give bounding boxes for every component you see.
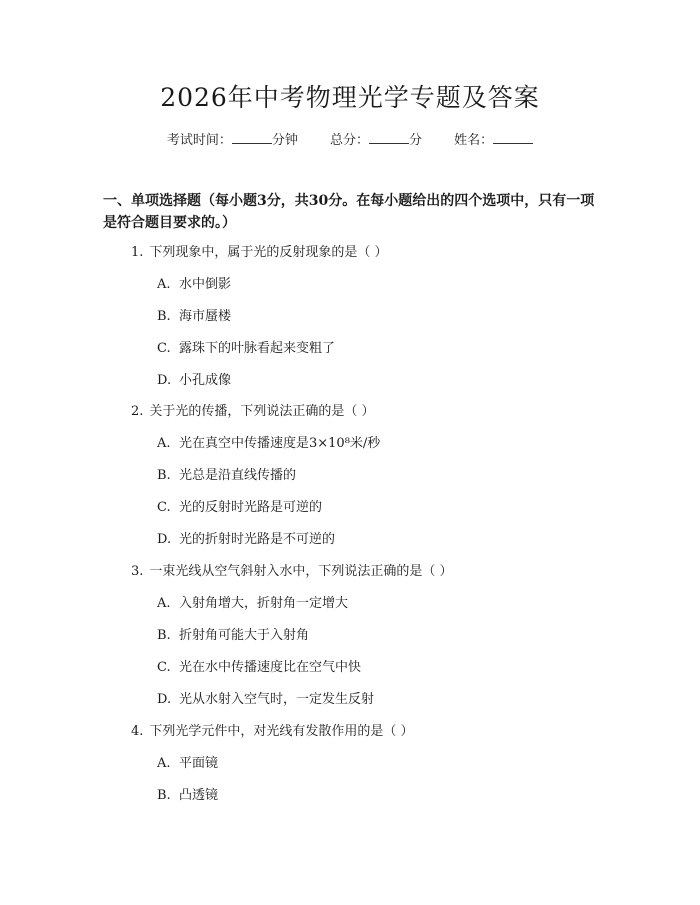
question-3-option-b <box>157 627 309 645</box>
option-text: 小孔成像 <box>179 373 232 388</box>
score-label: 总分： <box>329 133 369 148</box>
question-3-option-c <box>157 659 361 677</box>
option-text: 凸透镜 <box>179 788 219 803</box>
question-3-option-d <box>157 691 374 709</box>
section-heading: 一、单项选择题（每小题3分，共30分。在每小题给出的四个选项中，只有一项是符合题目要求的。） <box>103 193 595 231</box>
question-1-option-d <box>157 372 231 390</box>
question-4-option-b <box>157 787 218 805</box>
question-4-option-a <box>157 755 218 773</box>
option-label: C. <box>157 660 171 675</box>
option-label: B. <box>157 468 171 483</box>
score-blank <box>369 131 409 144</box>
question-1 <box>131 244 388 262</box>
question-4 <box>131 723 414 741</box>
option-label: B. <box>157 309 171 324</box>
question-text: 关于光的传播，下列说法正确的是（ ） <box>149 404 375 419</box>
question-number: 3. <box>131 564 144 579</box>
student-name-field <box>454 133 533 148</box>
question-2-option-d <box>157 531 335 549</box>
option-text: 入射角增大，折射角一定增大 <box>179 596 349 611</box>
question-3-option-a <box>157 595 348 613</box>
question-number: 1. <box>131 245 144 260</box>
option-text: 光在水中传播速度比在空气中快 <box>179 660 362 675</box>
score-unit: 分 <box>409 133 423 148</box>
exam-time-field <box>167 133 302 148</box>
option-text: 光总是沿直线传播的 <box>179 468 297 483</box>
name-blank <box>493 131 533 144</box>
option-text: 海市蜃楼 <box>179 309 232 324</box>
exam-meta-line <box>0 131 700 150</box>
option-label: D. <box>157 692 172 707</box>
question-text: 一束光线从空气斜射入水中，下列说法正确的是（ ） <box>149 564 453 579</box>
option-label: B. <box>157 628 171 643</box>
option-label: D. <box>157 373 172 388</box>
question-2 <box>131 403 375 421</box>
option-text: 光在真空中传播速度是3×10⁸米/秒 <box>179 436 381 451</box>
time-blank <box>232 131 272 144</box>
question-number: 4. <box>131 724 144 739</box>
question-text: 下列光学元件中，对光线有发散作用的是（ ） <box>149 724 414 739</box>
time-unit: 分钟 <box>271 133 298 148</box>
question-3 <box>131 563 453 581</box>
option-label: A. <box>157 277 171 292</box>
option-label: D. <box>157 532 172 547</box>
total-score-field <box>330 133 426 148</box>
question-2-option-c <box>157 499 322 517</box>
option-text: 折射角可能大于入射角 <box>179 628 310 643</box>
question-1-option-a <box>157 276 231 294</box>
option-text: 平面镜 <box>179 756 219 771</box>
question-2-option-b <box>157 467 296 485</box>
question-text: 下列现象中，属于光的反射现象的是（ ） <box>149 245 388 260</box>
name-label: 姓名： <box>454 133 494 148</box>
option-text: 光从水射入空气时，一定发生反射 <box>179 692 375 707</box>
question-number: 2. <box>131 404 144 419</box>
question-1-option-b <box>157 308 231 326</box>
option-label: C. <box>157 500 171 515</box>
option-text: 光的折射时光路是不可逆的 <box>179 532 336 547</box>
option-label: A. <box>157 596 171 611</box>
option-text: 露珠下的叶脉看起来变粗了 <box>179 341 336 356</box>
question-1-option-c <box>157 340 335 358</box>
option-label: C. <box>157 341 171 356</box>
option-label: B. <box>157 788 171 803</box>
option-label: A. <box>157 436 171 451</box>
page-title: 2026年中考物理光学专题及答案 <box>160 83 540 112</box>
option-text: 光的反射时光路是可逆的 <box>179 500 323 515</box>
option-label: A. <box>157 756 171 771</box>
question-2-option-a <box>157 435 380 453</box>
option-text: 水中倒影 <box>179 277 232 292</box>
time-label: 考试时间： <box>166 133 232 148</box>
